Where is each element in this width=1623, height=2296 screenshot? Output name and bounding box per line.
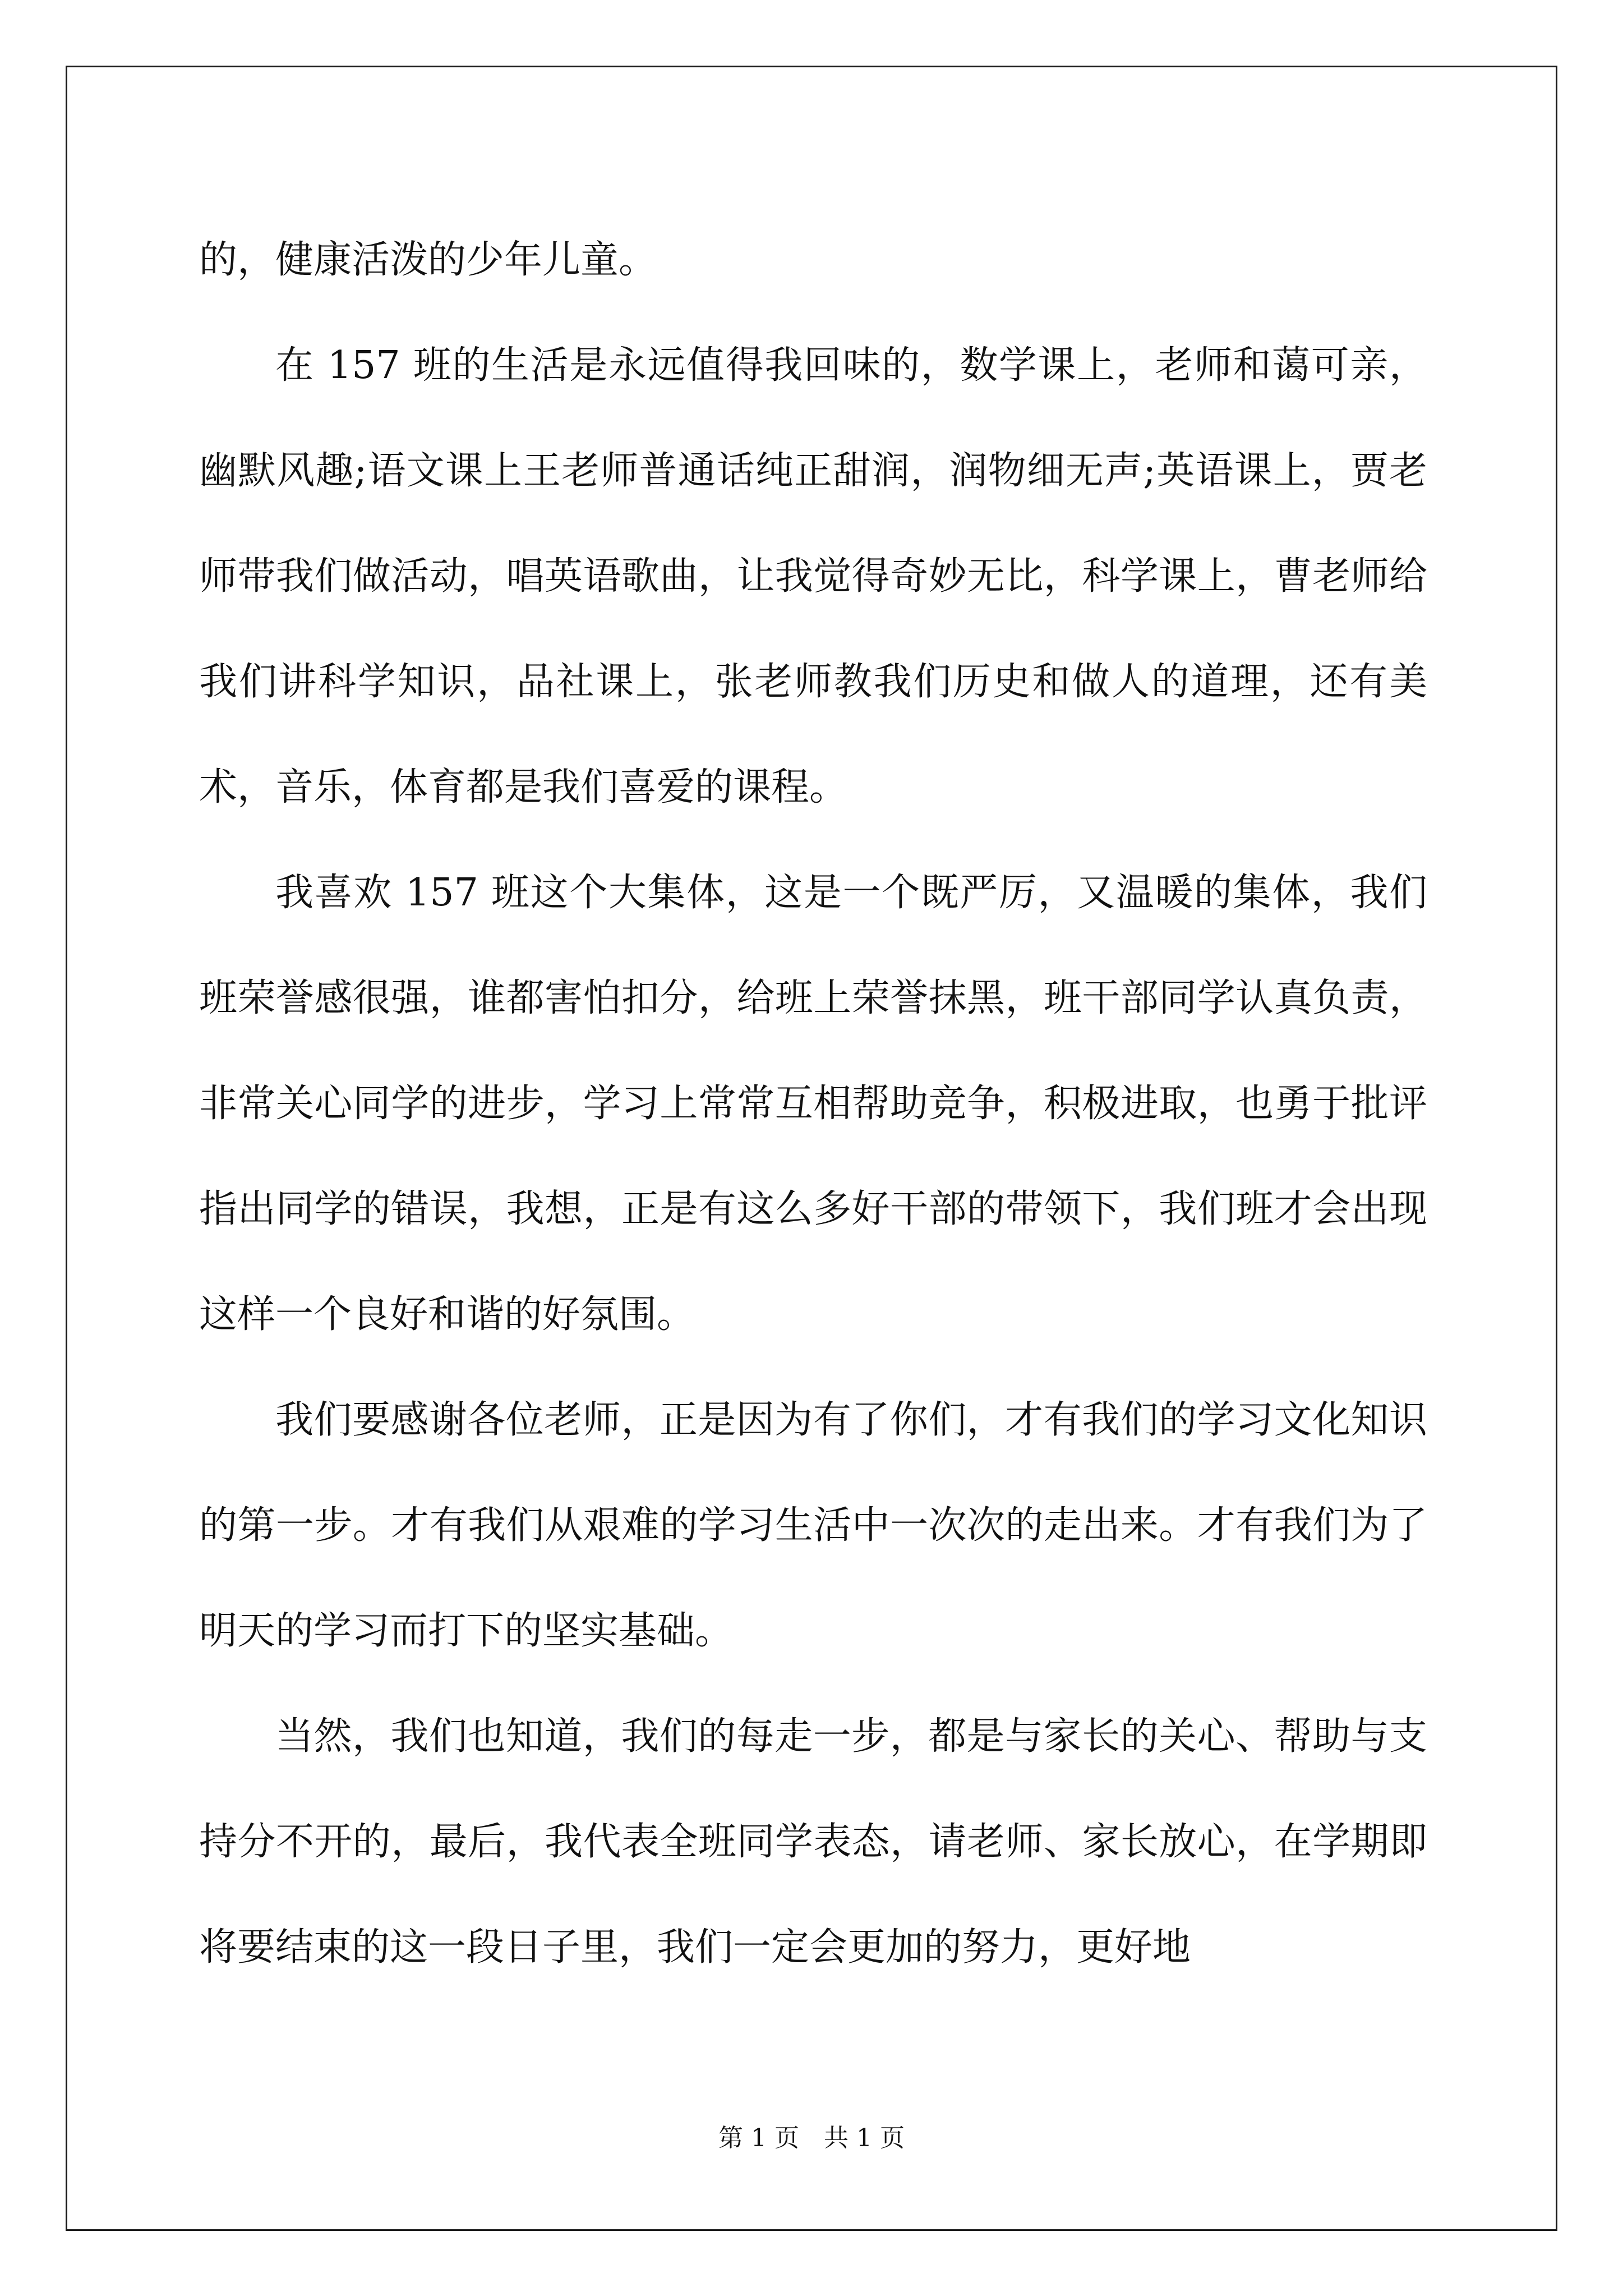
page-number-footer: 第 1 页 共 1 页 — [718, 2124, 905, 2152]
document-body — [199, 208, 1427, 2000]
paragraph-1: 的，健康活泼的少年儿童。 — [199, 238, 657, 282]
paragraph-4: 我们要感谢各位老师，正是因为有了你们，才有我们的学习文化知识的第一步。才有我们从艰难的学习生活中一次次的走出来。才有我们为了明天的学习而打下的坚实基础。 — [199, 1398, 1427, 1653]
paragraph-5: 当然，我们也知道，我们的每走一步，都是与家长的关心、帮助与支持分不开的，最后，我代表全班同学表态，请老师、家长放心，在学期即将要结束的这一段日子里，我们一定会更加的努力，更好地 — [199, 1714, 1427, 1970]
paragraph-2: 在 157 班的生活是永远值得我回味的，数学课上，老师和蔼可亲，幽默风趣;语文课上王老师普通话纯正甜润，润物细无声;英语课上，贾老师带我们做活动，唱英语歌曲，让我觉得奇妙无比，科学课上，曹老师给我们讲科学知识，品社课上，张老师教我们历史和做人的道理，还有美术，音乐，体育都是我们喜爱的课程。 — [199, 343, 1427, 809]
paragraph-3: 我喜欢 157 班这个大集体，这是一个既严厉，又温暖的集体，我们班荣誉感很强，谁都害怕扣分，给班上荣誉抹黑，班干部同学认真负责，非常关心同学的进步，学习上常常互相帮助竞争，积极进取，也勇于批评指出同学的错误，我想，正是有这么多好干部的带领下，我们班才会出现这样一个良好和谐的好氛围。 — [199, 871, 1427, 1337]
